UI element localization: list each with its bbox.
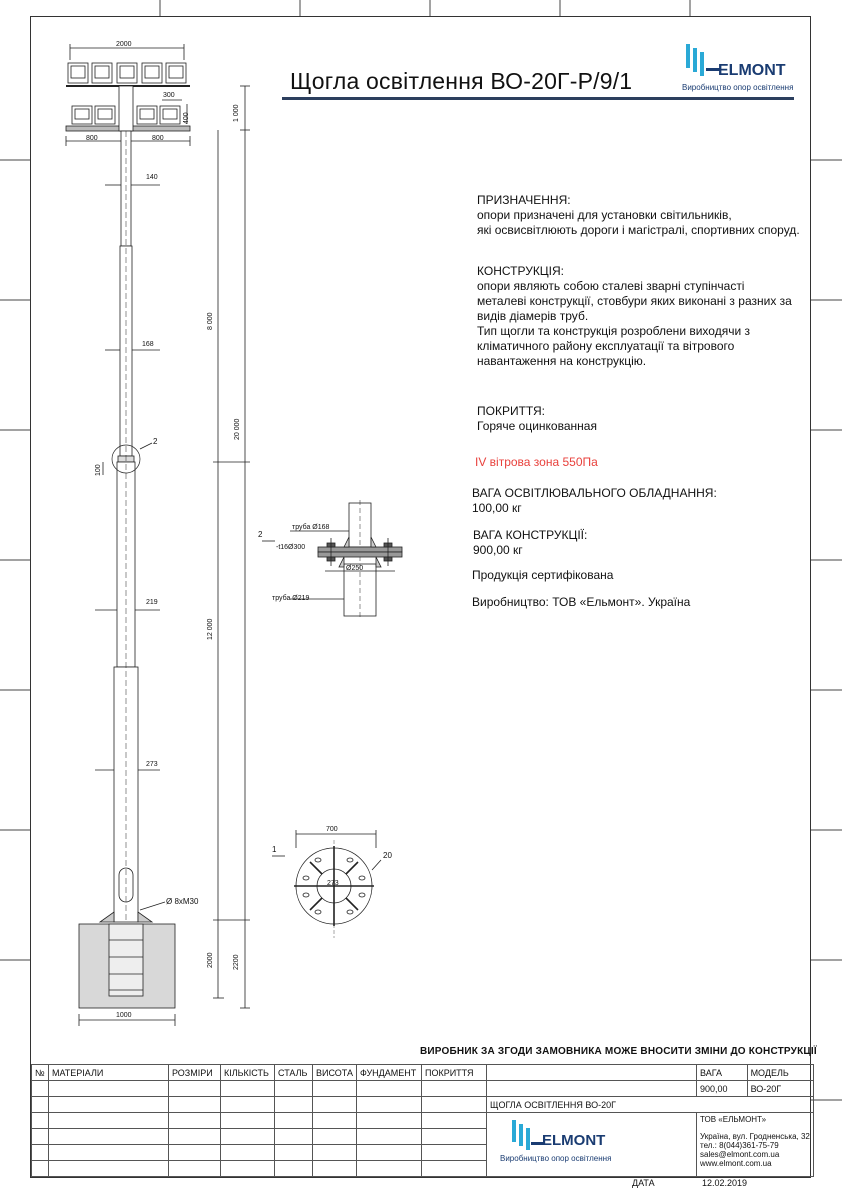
table-row <box>32 1081 814 1097</box>
detail2-inner-d: Ø250 <box>346 565 364 572</box>
footer-logo-tagline: Виробництво опор освітлення <box>500 1153 612 1163</box>
coating-value: Горяче оцинкованная <box>477 419 597 433</box>
company-email: sales@elmont.com.ua <box>700 1150 780 1159</box>
dim-d168: 168 <box>142 341 154 348</box>
footer-logo-mark-icon <box>510 1118 544 1152</box>
manufacturer-note: Виробництво: ТОВ «Ельмонт». Україна <box>472 595 691 609</box>
dim-d273: 273 <box>146 761 158 768</box>
dim-head-width: 2000 <box>116 41 132 48</box>
change-notice: ВИРОБНИК ЗА ЗГОДИ ЗАМОВНИКА МОЖЕ ВНОСИТИ ЗМІНИ ДО КОНСТРУКЦІЇ <box>420 1046 817 1057</box>
construction-weight-heading: ВАГА КОНСТРУКЦІЇ: <box>473 528 588 542</box>
detail2-plate: -t16Ø300 <box>276 544 306 551</box>
table-row <box>32 1113 814 1129</box>
purpose-line: опори призначені для установки світильників, <box>477 208 732 222</box>
purpose-line: які освисвітлюють дороги і магістралі, спортивних споруд. <box>477 223 800 237</box>
detail1-label: 1 <box>272 845 277 854</box>
dim-flange-h: 100 <box>95 464 102 476</box>
construction-line: опори являють собою сталеві зварні ступінчасті <box>477 279 745 293</box>
construction-line: кліматичного району експлуатації та вітрового <box>477 339 735 353</box>
weight-value: 900,00 <box>697 1081 748 1097</box>
detail2-label: 2 <box>258 530 263 539</box>
dim-sec2-len: 12 000 <box>207 618 214 640</box>
table-row <box>32 1065 814 1081</box>
company-name: ТОВ «ЕЛЬМОНТ» <box>700 1115 767 1124</box>
company-cell <box>697 1113 814 1177</box>
construction-line: видів діамерів труб. <box>477 309 589 323</box>
empty-cell <box>487 1065 697 1081</box>
dim-d140: 140 <box>146 174 158 181</box>
lighting-weight-heading: ВАГА ОСВІТЛЮВАЛЬНОГО ОБЛАДНАННЯ: <box>472 486 717 500</box>
weight-label: ВАГА <box>697 1065 748 1081</box>
dim-sec1-len: 8 000 <box>207 312 214 330</box>
table-row <box>32 1097 814 1113</box>
header-cell: СТАЛЬ <box>275 1065 313 1081</box>
dim-total-len: 20 000 <box>234 418 241 440</box>
model-value: ВО-20Г <box>747 1081 813 1097</box>
product-name: ЩОГЛА ОСВІТЛЕННЯ ВО-20Г <box>487 1097 814 1113</box>
date-value: 12.02.2019 <box>702 1178 748 1188</box>
detail1-diameter: 700 <box>326 826 338 833</box>
construction-line: металеві конструкції, стовбури яких виконані з разних за <box>477 294 792 308</box>
certified-note: Продукція сертифікована <box>472 568 614 582</box>
detail1-center-d: 273 <box>327 880 339 887</box>
header-cell: ВИСОТА <box>313 1065 357 1081</box>
company-phone: тел.: 8(044)361-75-79 <box>700 1141 779 1150</box>
header-cell: КІЛЬКІСТЬ <box>221 1065 275 1081</box>
construction-weight-value: 900,00 кг <box>473 543 523 557</box>
header-cell: РОЗМІРИ <box>169 1065 221 1081</box>
dim-anchor: Ø 8xM30 <box>166 897 199 906</box>
construction-heading: КОНСТРУКЦІЯ: <box>477 264 565 278</box>
header-cell: № <box>32 1065 49 1081</box>
dim-top-height: 1 000 <box>233 104 240 122</box>
dim-found-depth: 2000 <box>207 952 214 968</box>
wind-zone: IV вітрова зона 550Па <box>475 455 598 469</box>
logo-tagline: Виробництво опор освітлення <box>682 83 794 92</box>
detail2-pipe-top: труба Ø168 <box>292 524 330 531</box>
lighting-weight-value: 100,00 кг <box>472 501 522 515</box>
detail1-thickness: 20 <box>383 851 392 860</box>
footer-logo-name: ELMONT <box>542 1131 606 1149</box>
model-label: МОДЕЛЬ <box>747 1065 813 1081</box>
dim-frame-step: 300 <box>163 92 175 99</box>
purpose-heading: ПРИЗНАЧЕННЯ: <box>477 193 571 207</box>
date-label: ДАТА <box>632 1178 655 1188</box>
logo-name: ELMONT <box>718 62 786 79</box>
callout-2: 2 <box>153 437 158 446</box>
drawing-title: Щогла освітлення ВО-20Г-Р/9/1 <box>290 68 633 94</box>
company-site: www.elmont.com.ua <box>700 1159 772 1168</box>
spec-table <box>31 1064 814 1177</box>
header-cell: МАТЕРІАЛИ <box>49 1065 169 1081</box>
dim-arm-left: 800 <box>86 135 98 142</box>
dim-d219: 219 <box>146 599 158 606</box>
dim-found-total: 2200 <box>233 954 240 970</box>
header-cell: ФУНДАМЕНТ <box>357 1065 422 1081</box>
coating-heading: ПОКРИТТЯ: <box>477 404 545 418</box>
detail2-pipe-bottom: труба Ø219 <box>272 595 310 602</box>
dim-arm-right: 800 <box>152 135 164 142</box>
construction-line: навантаження на конструкцію. <box>477 354 647 368</box>
construction-line: Тип щогли та конструкція розроблени виходячи з <box>477 324 750 338</box>
dim-lamp-height: 400 <box>183 112 190 124</box>
company-address: Україна, вул. Гродненська, 32 <box>700 1132 810 1141</box>
dim-found-width: 1000 <box>116 1012 132 1019</box>
header-cell: ПОКРИТТЯ <box>422 1065 487 1081</box>
footer-logo-cell <box>487 1113 697 1177</box>
